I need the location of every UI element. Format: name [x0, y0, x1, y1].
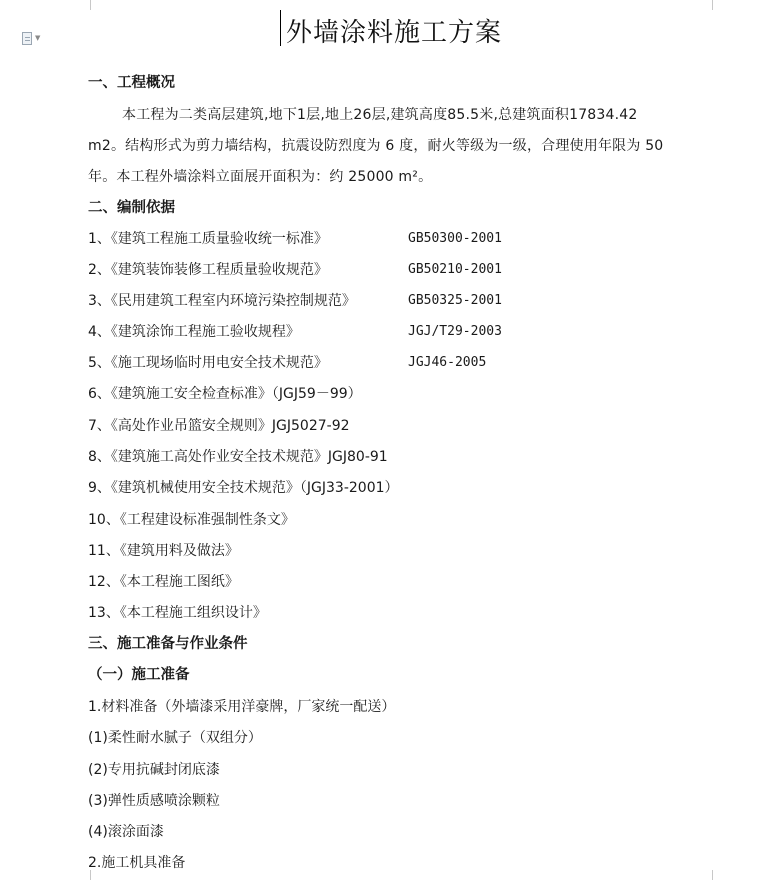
section-heading-overview: 一、工程概况 — [88, 75, 175, 91]
reference-code: JGJ46-2005 — [408, 355, 487, 370]
reference-code: GB50300-2001 — [408, 231, 502, 246]
reference-item — [88, 260, 502, 280]
section-heading-preparation: 三、施工准备与作业条件 — [88, 636, 248, 652]
subsection-heading-preparation: （一）施工准备 — [88, 667, 190, 683]
crop-mark-top-right — [712, 0, 735, 10]
reference-code: JGJ/T29-2003 — [408, 324, 502, 339]
reference-item: 7、《高处作业吊篮安全规则》JGJ5027-92 — [88, 418, 350, 434]
reference-item — [88, 322, 502, 342]
chevron-down-icon: ▼ — [35, 33, 41, 42]
text-cursor — [280, 10, 282, 46]
list-item: (1)柔性耐水腻子（双组分） — [88, 730, 262, 746]
title-row — [0, 12, 782, 49]
list-item: (4)滚涂面漆 — [88, 824, 164, 840]
document-title-text: 外墙涂料施工方案 — [285, 18, 502, 48]
reference-title: 1、《建筑工程施工质量验收统一标准》 — [88, 231, 328, 247]
reference-item: 6、《建筑施工安全检查标准》（JGJ59－99） — [88, 386, 362, 402]
section-heading-basis: 二、编制依据 — [88, 200, 175, 216]
reference-item: 13、《本工程施工组织设计》 — [88, 605, 267, 621]
document-title[interactable] — [280, 12, 502, 49]
reference-item — [88, 229, 502, 249]
overview-line-2: m2。结构形式为剪力墙结构，抗震设防烈度为 6 度，耐火等级为一级，合理使用年限为 50 — [88, 138, 664, 154]
reference-item: 9、《建筑机械使用安全技术规范》（JGJ33-2001） — [88, 480, 399, 496]
overview-line-3: 年。本工程外墙涂料立面展开面积为：约 25000 m²。 — [88, 169, 433, 185]
reference-code: GB50210-2001 — [408, 262, 502, 277]
reference-item: 11、《建筑用料及做法》 — [88, 543, 239, 559]
reference-title: 3、《民用建筑工程室内环境污染控制规范》 — [88, 293, 356, 309]
list-item: 1.材料准备（外墙漆采用洋豪牌，厂家统一配送） — [88, 699, 396, 715]
overview-line-1: 本工程为二类高层建筑,地下1层,地上26层,建筑高度85.5米,总建筑面积17834.42 — [122, 107, 638, 123]
reference-item: 12、《本工程施工图纸》 — [88, 574, 239, 590]
reference-title: 2、《建筑装饰装修工程质量验收规范》 — [88, 262, 328, 278]
crop-mark-top-left — [68, 0, 91, 10]
list-item: (2)专用抗碱封闭底漆 — [88, 762, 220, 778]
list-item: 2.施工机具准备 — [88, 855, 186, 871]
reference-title: 4、《建筑涂饰工程施工验收规程》 — [88, 324, 300, 340]
list-item: (3)弹性质感喷涂颗粒 — [88, 793, 220, 809]
reference-item: 8、《建筑施工高处作业安全技术规范》JGJ80-91 — [88, 449, 388, 465]
reference-code: GB50325-2001 — [408, 293, 502, 308]
reference-item — [88, 353, 487, 373]
reference-item — [88, 291, 502, 311]
reference-title: 5、《施工现场临时用电安全技术规范》 — [88, 355, 328, 371]
crop-mark-bottom-right — [712, 870, 735, 880]
reference-item: 10、《工程建设标准强制性条文》 — [88, 512, 295, 528]
